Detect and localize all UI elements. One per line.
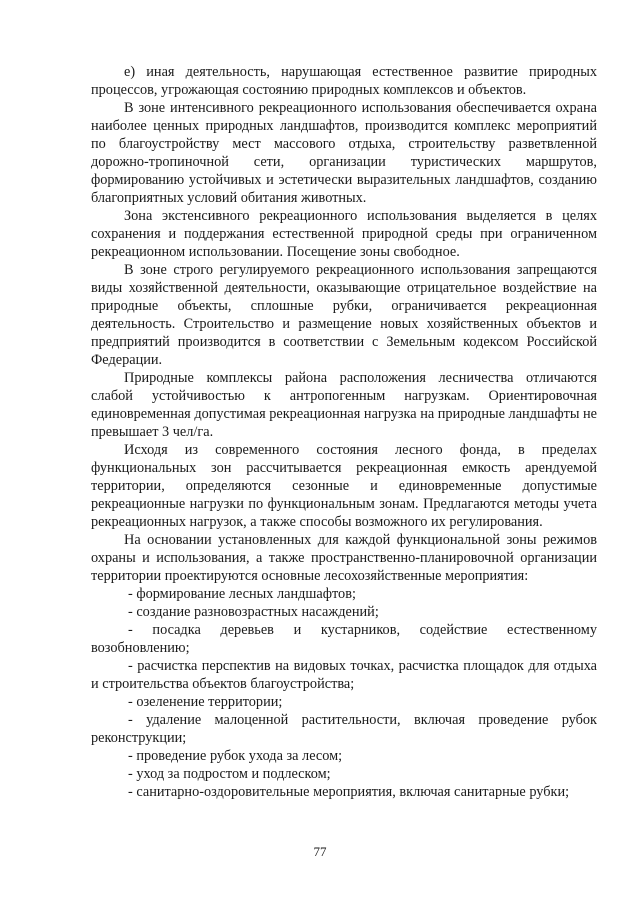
list-item: - озеленение территории; <box>128 694 283 710</box>
paragraph-intensive-zone: В зоне интенсивного рекреационного использования обеспечивается охрана наиболее ценных природных ландшафтов, производится комплекс мероприятий по благоустройству мест массового отдыха, строительству разветвленной дорожно-тропиночной сети, организации туристических маршрутов, формированию устойчивых и эстетически выразительных ландшафтов, созданию благоприятных условий обитания животных. <box>91 100 597 206</box>
list-item: - удаление малоценной растительности, включая проведение рубок реконструкции; <box>91 712 597 746</box>
list-item: - санитарно-оздоровительные мероприятия, включая санитарные рубки; <box>128 784 570 800</box>
paragraph-recreational-capacity: Исходя из современного состояния лесного фонда, в пределах функциональных зон рассчитывается рекреационная емкость арендуемой территории, определяются сезонные и единовременные допустимые рекреационные нагрузки по функциональным зонам. Предлагаются методы учета рекреационных нагрузок, а также способы возможного их регулирования. <box>91 442 597 530</box>
list-item: - уход за подростом и подлеском; <box>128 766 331 782</box>
paragraph-planned-measures: На основании установленных для каждой функциональной зоны режимов охраны и использования, а также пространственно-планировочной организации территории проектируются основные лесохозяйственные мероприятия: <box>91 532 597 584</box>
paragraph-strictly-regulated-zone: В зоне строго регулируемого рекреационного использования запрещаются виды хозяйственной деятельности, оказывающие отрицательное воздействие на природные объекты, сплошные рубки, ограничивается рекреационная деятельность. Строительство и размещение новых хозяйственных объектов и предприятий производится в соответствии с Земельным кодексом Российской Федерации. <box>91 262 597 368</box>
list-item: - формирование лесных ландшафтов; <box>128 586 356 602</box>
paragraph-natural-complexes: Природные комплексы района расположения лесничества отличаются слабой устойчивостью к антропогенным нагрузкам. Ориентировочная единовременная допустимая рекреационная нагрузка на природные ландшафты не превышает 3 чел/га. <box>91 370 598 440</box>
paragraph-other-activity: е) иная деятельность, нарушающая естественное развитие природных процессов, угрожающая состоянию природных комплексов и объектов. <box>91 64 597 98</box>
body-text <box>91 63 597 801</box>
list-item: - проведение рубок ухода за лесом; <box>128 748 343 764</box>
list-item: - расчистка перспектив на видовых точках, расчистка площадок для отдыха и строительства объектов благоустройства; <box>91 658 597 692</box>
paragraph-extensive-zone: Зона экстенсивного рекреационного использования выделяется в целях сохранения и поддержания естественной природной среды при ограниченном рекреационном использовании. Посещение зоны свободное. <box>91 208 597 260</box>
list-item: - посадка деревьев и кустарников, содействие естественному возобновлению; <box>91 622 597 656</box>
page-number: 77 <box>313 844 327 859</box>
list-item: - создание разновозрастных насаждений; <box>128 604 379 620</box>
